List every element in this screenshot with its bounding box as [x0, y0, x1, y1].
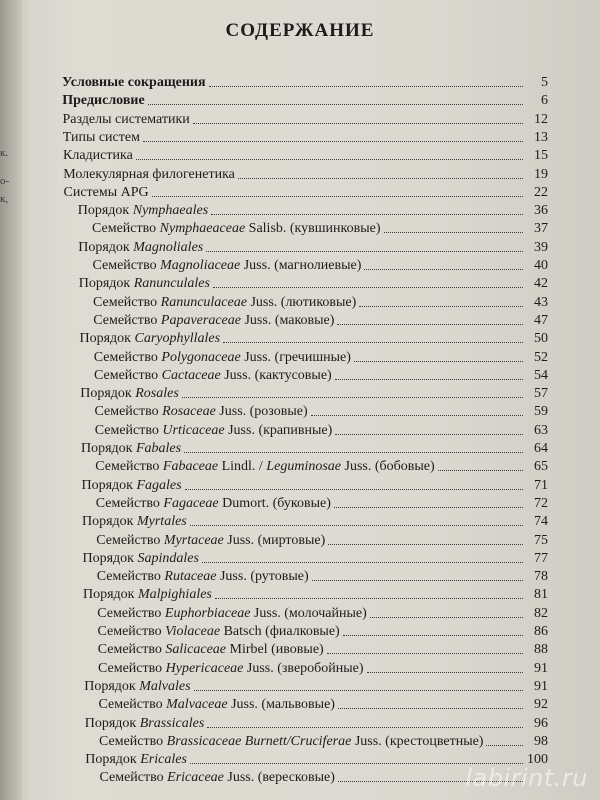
- entry-text: Dumort. (буковые): [218, 495, 331, 511]
- entry-text: Семейство: [93, 312, 161, 328]
- latin-name: Magnoliaceae: [160, 258, 241, 273]
- toc-entry-title: [96, 495, 331, 512]
- entry-text: Порядок: [77, 203, 133, 219]
- toc-entry-title: [63, 166, 235, 183]
- toc-entry-title: [78, 239, 203, 256]
- entry-text: Семейство: [92, 258, 161, 273]
- entry-text: Семейство: [96, 532, 164, 548]
- toc-section-entry: [64, 184, 549, 201]
- latin-name: Myrtaceae: [163, 532, 224, 548]
- entry-text: Системы APG: [63, 184, 149, 200]
- toc-family-entry: [93, 312, 548, 329]
- toc-page-number: 37: [534, 221, 548, 237]
- entry-text: Семейство: [99, 770, 168, 786]
- entry-text: Juss. (бобовые): [341, 459, 435, 475]
- toc-entry-title: [62, 92, 144, 109]
- toc-family-entry: [95, 458, 548, 475]
- toc-page-number: 42: [534, 276, 548, 292]
- watermark: labirint.ru: [465, 764, 588, 792]
- entry-text: Порядок: [84, 678, 140, 694]
- toc-page-number: 47: [534, 312, 548, 328]
- toc-page-number: 59: [534, 404, 548, 420]
- entry-text: Порядок: [81, 477, 137, 493]
- toc-order-entry: [82, 513, 548, 530]
- latin-name: Sapindales: [137, 550, 199, 566]
- entry-text: Типы систем: [62, 129, 140, 145]
- dot-leader: [209, 85, 523, 87]
- latin-name: Ranunculales: [133, 276, 210, 292]
- entry-text: Порядок: [84, 715, 140, 731]
- entry-text: Juss. (молочайные): [250, 605, 367, 621]
- toc-family-entry: [98, 623, 549, 640]
- toc-order-entry: [78, 239, 548, 256]
- entry-text: Порядок: [81, 441, 136, 456]
- toc-entry-title: [95, 422, 333, 439]
- latin-name: Magnoliales: [133, 239, 204, 255]
- entry-text: Juss. (магнолиевые): [240, 258, 362, 273]
- dot-leader: [207, 726, 523, 728]
- latin-name: Brassicaceae Burnett/Cruciferae: [166, 733, 352, 749]
- entry-text: Juss. (миртовые): [223, 532, 326, 548]
- dot-leader: [185, 488, 523, 490]
- toc-order-entry: [78, 202, 548, 219]
- toc-page-number: 75: [534, 532, 548, 548]
- toc-entry-title: [96, 532, 325, 549]
- toc-entry-title: [99, 696, 335, 713]
- toc-entry-title: [80, 330, 221, 347]
- entry-text: Порядок: [78, 276, 134, 292]
- toc-page-number: 91: [534, 678, 548, 694]
- toc-entry-title: [83, 586, 212, 603]
- toc-page-number: 86: [534, 624, 548, 639]
- toc-order-entry: [80, 385, 548, 402]
- toc-entry-title: [94, 349, 351, 366]
- latin-name: Malvales: [139, 678, 191, 694]
- dot-leader: [190, 524, 523, 526]
- toc-entry-title: [97, 568, 309, 585]
- toc-page-number: 96: [534, 715, 548, 731]
- toc-page-number: 72: [534, 495, 548, 511]
- toc-page-number: 43: [534, 294, 548, 310]
- dot-leader: [343, 634, 523, 636]
- toc-entry-title: [80, 385, 179, 402]
- toc-order-entry: [83, 586, 548, 603]
- dot-leader: [486, 744, 523, 746]
- dot-leader: [211, 213, 523, 215]
- entry-text: Порядок: [79, 331, 135, 347]
- toc-entry-title: [63, 129, 140, 146]
- margin-fragment: к.: [0, 147, 9, 159]
- latin-name: Ericaceae: [167, 770, 224, 786]
- toc-entry-title: [95, 403, 308, 420]
- latin-name: Fagales: [136, 477, 182, 493]
- entry-text: Порядок: [83, 587, 138, 603]
- toc-entry-title: [85, 715, 205, 732]
- toc-entry-title: [78, 202, 208, 219]
- toc-page-number: 22: [534, 184, 548, 200]
- toc-order-entry: [85, 715, 548, 732]
- adjacent-page-edge: [0, 0, 22, 800]
- entry-text: Juss. (гречишные): [240, 349, 351, 365]
- toc-entry-title: [95, 458, 434, 475]
- toc-page-number: 77: [534, 550, 548, 566]
- entry-text: Lindl. /: [218, 459, 267, 475]
- dot-leader: [193, 122, 523, 124]
- entry-text: Семейство: [97, 605, 165, 621]
- latin-name: Myrtales: [136, 514, 187, 530]
- toc-page-number: 50: [534, 331, 548, 347]
- latin-name: Papaveraceae: [160, 312, 241, 328]
- toc-page-number: 100: [527, 752, 548, 768]
- toc-family-entry: [94, 349, 548, 366]
- margin-fragment: о-: [0, 175, 10, 187]
- toc-entry-title: [97, 605, 367, 622]
- toc-page-number: 12: [534, 111, 548, 127]
- toc-entry-title: [92, 220, 381, 237]
- dot-leader: [438, 469, 523, 471]
- dot-leader: [184, 451, 523, 453]
- entry-text: Семейство: [99, 733, 167, 749]
- dot-leader: [370, 616, 523, 618]
- latin-name: Rosales: [135, 386, 179, 402]
- entry-text: Juss. (мальвовые): [227, 697, 335, 713]
- toc-family-entry: [94, 367, 548, 384]
- toc-page-number: 71: [534, 477, 548, 493]
- latin-name: Nymphaeaceae: [159, 221, 246, 237]
- toc-page-number: 63: [534, 422, 548, 438]
- latin-name: Polygonaceae: [161, 349, 241, 365]
- latin-name: Nymphaeales: [132, 203, 209, 219]
- dot-leader: [328, 543, 523, 545]
- entry-text: Молекулярная филогенетика: [63, 166, 235, 182]
- entry-text: Предисловие: [62, 93, 145, 109]
- latin-name: Leguminosae: [266, 459, 341, 475]
- toc-entry-title: [100, 769, 335, 786]
- entry-text: Juss. (кактусовые): [220, 367, 332, 383]
- toc-entry-title: [93, 312, 334, 329]
- entry-text: Семейство: [94, 404, 163, 420]
- dot-leader: [335, 433, 523, 435]
- latin-name: Malpighiales: [137, 587, 212, 603]
- latin-name: Violaceae: [165, 624, 221, 639]
- toc-entry-title: [63, 147, 133, 164]
- toc-page-number: 78: [534, 569, 548, 585]
- dot-leader: [213, 286, 523, 288]
- entry-text: Порядок: [82, 550, 138, 566]
- toc-page-number: 5: [541, 75, 548, 90]
- toc-entry-title: [79, 275, 210, 292]
- toc-entry-title: [98, 623, 340, 640]
- latin-name: Caryophyllales: [134, 331, 221, 347]
- entry-text: Juss. (крестоцветные): [351, 733, 484, 749]
- latin-name: Cactaceae: [161, 367, 221, 383]
- toc-page-number: 52: [534, 349, 548, 365]
- entry-text: Кладистика: [63, 148, 133, 164]
- toc-family-entry: [93, 294, 548, 311]
- dot-leader: [215, 597, 523, 599]
- toc-entry-title: [94, 367, 332, 384]
- toc-family-entry: [93, 257, 549, 274]
- latin-name: Malvaceae: [166, 697, 228, 713]
- entry-text: Семейство: [97, 624, 166, 639]
- entry-text: Семейство: [94, 367, 162, 383]
- latin-name: Fabaceae: [162, 459, 219, 475]
- toc-page-number: 13: [534, 129, 548, 145]
- toc-section-entry: [62, 92, 548, 109]
- entry-text: Семейство: [98, 697, 167, 713]
- entry-text: Семейство: [97, 642, 166, 658]
- toc-family-entry: [99, 733, 548, 750]
- entry-text: Семейство: [93, 349, 162, 365]
- dot-leader: [202, 561, 523, 563]
- toc-page-number: 88: [534, 642, 548, 658]
- entry-text: Порядок: [80, 386, 136, 402]
- toc-page-number: 82: [534, 605, 548, 621]
- toc-order-entry: [79, 275, 548, 292]
- latin-name: Salicaceae: [165, 642, 227, 658]
- toc-page-number: 40: [534, 258, 548, 273]
- toc-family-entry: [98, 641, 548, 658]
- entry-text: Juss. (маковые): [240, 312, 335, 328]
- toc-family-entry: [95, 422, 548, 439]
- entry-text: Salisb. (кувшинковые): [245, 221, 381, 237]
- toc-entry-title: [63, 111, 190, 128]
- toc-page-number: 65: [534, 459, 548, 475]
- entry-text: Juss. (вересковые): [223, 770, 335, 786]
- toc-page-number: 6: [541, 93, 548, 109]
- toc-section-entry: [63, 129, 548, 146]
- dot-leader: [384, 231, 523, 233]
- dot-leader: [354, 360, 523, 362]
- entry-text: Семейство: [93, 294, 161, 310]
- toc-family-entry: [95, 403, 549, 420]
- toc-page-number: 15: [534, 148, 548, 164]
- entry-text: Условные сокращения: [62, 75, 206, 90]
- latin-name: Ranunculaceae: [160, 294, 247, 310]
- dot-leader: [327, 652, 523, 654]
- entry-text: Порядок: [82, 514, 137, 530]
- dot-leader: [182, 396, 523, 398]
- dot-leader: [136, 158, 523, 160]
- entry-text: Juss. (зверобойные): [243, 660, 364, 676]
- latin-name: Rutaceae: [164, 569, 217, 585]
- toc-page-number: 39: [534, 239, 548, 255]
- latin-name: Hypericaceae: [165, 660, 244, 676]
- entry-text: Juss. (лютиковые): [246, 294, 357, 310]
- dot-leader: [335, 378, 523, 380]
- dot-leader: [359, 305, 523, 307]
- page-title: СОДЕРЖАНИЕ: [225, 20, 375, 41]
- entry-text: Batsch (фиалковые): [220, 624, 340, 639]
- toc-section-entry: [63, 147, 548, 164]
- margin-fragment: к,: [0, 193, 9, 205]
- entry-text: Семейство: [94, 422, 163, 438]
- dot-leader: [152, 195, 523, 197]
- toc-order-entry: [84, 678, 548, 695]
- toc-page-number: 64: [534, 441, 548, 456]
- toc-page-number: 54: [534, 367, 548, 383]
- toc-page-number: 81: [534, 587, 548, 603]
- latin-name: Brassicales: [139, 715, 205, 731]
- toc-page-number: 36: [534, 203, 548, 219]
- dot-leader: [223, 341, 523, 343]
- toc-section-entry: [63, 166, 548, 183]
- toc-page-number: 91: [534, 660, 548, 676]
- toc-entry-title: [93, 294, 356, 311]
- dot-leader: [238, 177, 523, 179]
- toc-section-entry: [62, 74, 548, 91]
- entry-text: Порядок: [85, 752, 141, 768]
- toc-family-entry: [92, 220, 548, 237]
- dot-leader: [143, 140, 523, 142]
- dot-leader: [334, 506, 523, 508]
- toc-entry-title: [82, 513, 187, 530]
- dot-leader: [337, 323, 523, 325]
- toc-order-entry: [80, 330, 549, 347]
- toc-entry-title: [99, 733, 483, 750]
- entry-text: Juss. (рутовые): [216, 569, 309, 585]
- toc-family-entry: [96, 495, 548, 512]
- toc-order-entry: [81, 440, 548, 457]
- dot-leader: [148, 103, 523, 105]
- latin-name: Rosaceae: [162, 404, 216, 420]
- toc-entry-title: [62, 74, 206, 91]
- toc-section-entry: [63, 111, 549, 128]
- latin-name: Fagaceae: [163, 495, 219, 511]
- toc-entry-title: [84, 678, 190, 695]
- toc-family-entry: [99, 696, 549, 713]
- toc-entry-title: [93, 257, 362, 274]
- dot-leader: [194, 689, 523, 691]
- entry-text: Семейство: [95, 495, 164, 511]
- entry-text: Семейство: [98, 660, 166, 676]
- toc-entry-title: [64, 184, 149, 201]
- dot-leader: [338, 707, 523, 709]
- entry-text: Разделы систематики: [62, 111, 190, 127]
- latin-name: Euphorbiaceae: [164, 605, 251, 621]
- dot-leader: [311, 414, 523, 416]
- toc-family-entry: [97, 568, 548, 585]
- toc-page-number: 57: [534, 386, 548, 402]
- entry-text: Порядок: [78, 239, 134, 255]
- toc-family-entry: [96, 532, 548, 549]
- latin-name: Urticaceae: [162, 422, 225, 438]
- entry-text: Juss. (крапивные): [224, 422, 333, 438]
- toc-entry-title: [98, 641, 324, 658]
- entry-text: Семейство: [96, 569, 165, 585]
- toc-page-number: 98: [534, 733, 548, 749]
- toc-entry-title: [85, 751, 187, 768]
- toc-family-entry: [98, 660, 548, 677]
- toc-order-entry: [83, 550, 549, 567]
- toc-page-number: 74: [534, 514, 548, 530]
- dot-leader: [312, 579, 523, 581]
- entry-text: Mirbel (ивовые): [226, 642, 324, 658]
- toc-page-number: 19: [534, 166, 548, 182]
- toc-page-number: 92: [534, 697, 548, 713]
- toc-order-entry: [82, 477, 549, 494]
- toc-entry-title: [98, 660, 364, 677]
- entry-text: Juss. (розовые): [215, 404, 308, 420]
- dot-leader: [364, 268, 523, 270]
- toc-entry-title: [82, 477, 182, 494]
- toc-entry-title: [81, 440, 181, 457]
- dot-leader: [367, 671, 523, 673]
- toc-family-entry: [97, 605, 548, 622]
- toc-entry-title: [83, 550, 199, 567]
- entry-text: Семейство: [95, 459, 163, 475]
- entry-text: Семейство: [92, 221, 160, 237]
- latin-name: Fabales: [135, 441, 182, 456]
- dot-leader: [206, 250, 523, 252]
- latin-name: Ericales: [140, 752, 187, 768]
